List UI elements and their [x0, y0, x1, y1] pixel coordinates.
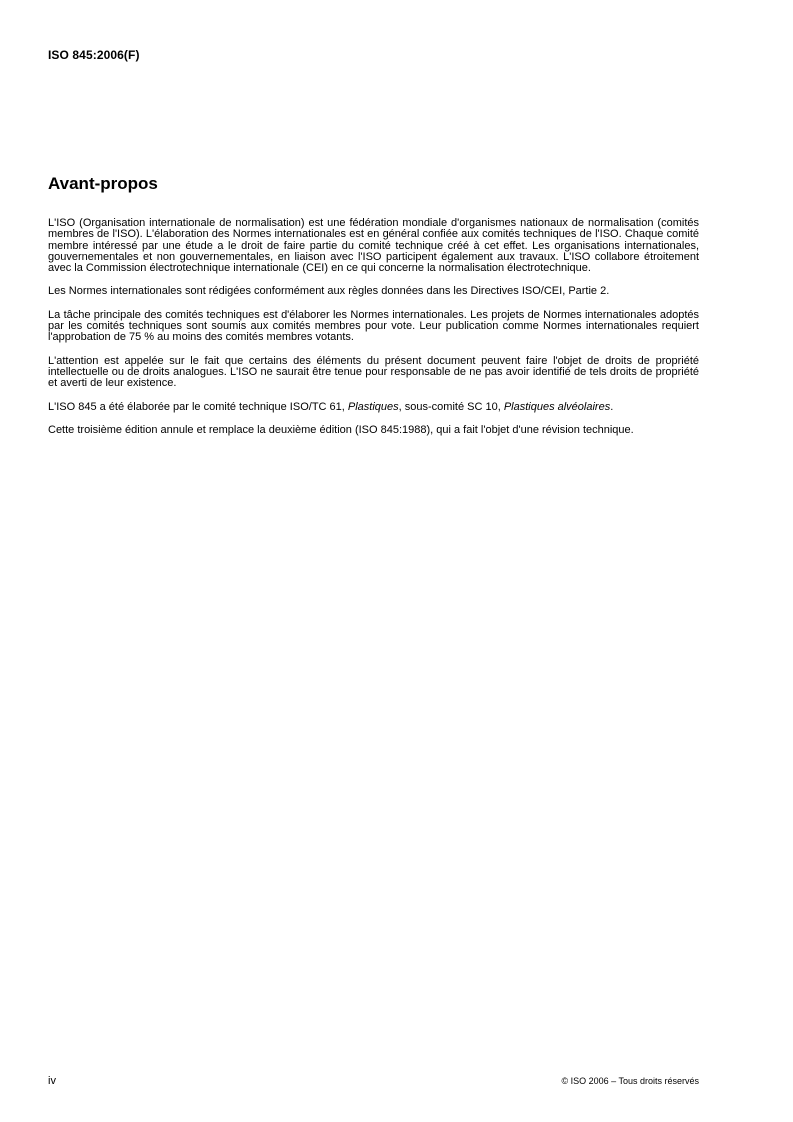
paragraph-committee-tasks: La tâche principale des comités techniques est d'élaborer les Normes internationales. Les projets de Normes internationales adoptés par les comités techniques sont soumis aux comités membres pour vote. Leur publication comme Normes internationales requiert l'approbation de 75 % au moins des comités membres votants.: [48, 308, 699, 344]
paragraph-technical-committee: [48, 402, 699, 413]
foreword-body: [48, 218, 699, 448]
copyright-notice: © ISO 2006 – Tous droits réservés: [561, 1076, 699, 1086]
paragraph-iso-organisation: L'ISO (Organisation internationale de normalisation) est une fédération mondiale d'organismes nationaux de normalisation (comités membres de l'ISO). L'élaboration des Normes internationales est en général confiée aux comités techniques de l'ISO. Chaque comité membre intéressé par une étude a le droit de faire partie du comité technique créé à cet effet. Les organisations internationales, gouvernementales et non gouvernementales, en liaison avec l'ISO participent également aux travaux. L'ISO collabore étroitement avec la Commission électrotechnique internationale (CEI) en ce qui concerne la normalisation électrotechnique.: [48, 217, 699, 275]
section-title: Avant-propos: [48, 174, 158, 193]
page-number: iv: [48, 1075, 56, 1087]
subcommittee-name: Plastiques alvéolaires: [503, 400, 611, 413]
paragraph-edition-note: Cette troisième édition annule et remplace la deuxième édition (ISO 845:1988), qui a fait l'objet d'une révision technique.: [48, 423, 634, 436]
paragraph-directives: Les Normes internationales sont rédigées conformément aux règles données dans les Directives ISO/CEI, Partie 2.: [48, 285, 610, 298]
document-identifier: ISO 845:2006(F): [48, 48, 140, 62]
paragraph-text: L'ISO 845 a été élaborée par le comité technique ISO/TC 61,: [48, 400, 348, 413]
paragraph-patent-notice: L'attention est appelée sur le fait que certains des éléments du présent document peuvent faire l'objet de droits de propriété intellectuelle ou de droits analogues. L'ISO ne saurait être tenue pour responsable de ne pas avoir identifié de tels droits de propriété et averti de leur existence.: [48, 354, 699, 390]
committee-name: Plastiques: [347, 400, 399, 413]
paragraph-text: , sous-comité SC 10,: [398, 400, 504, 413]
paragraph-text: .: [610, 400, 614, 413]
